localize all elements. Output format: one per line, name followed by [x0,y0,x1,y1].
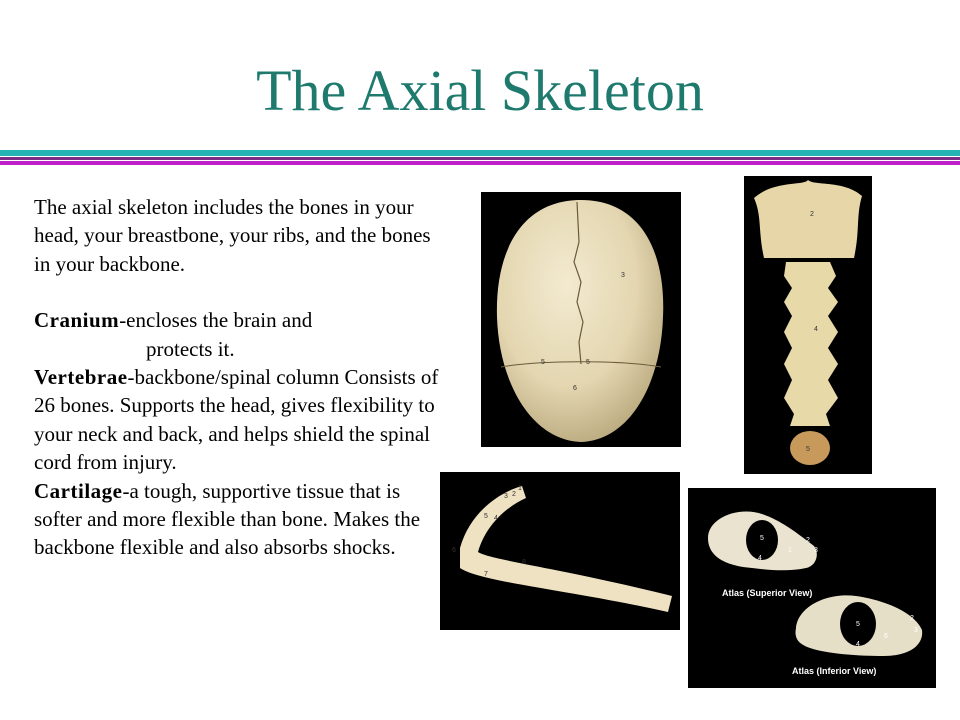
vertebrae-definition: -backbone/spinal column Consists of 26 bones. Supports the head, gives flexibility to your neck and back, and helps shield the spinal cord from injury. [34,365,439,475]
vertebrae-term: Vertebrae [34,365,128,390]
vertebrae-paragraph [34,363,444,477]
atlas-bottom-label-3: 6 [884,633,888,640]
sternum-label-2: 4 [814,326,818,333]
rib-label-4: 5 [484,513,488,520]
cartilage-term: Cartilage [34,478,123,503]
atlas-inferior-caption: Atlas (Inferior View) [792,666,877,676]
body-text [34,193,444,562]
skull-label-3: 5 [586,359,590,366]
cranium-definition: -encloses the brain and [119,308,313,333]
rib-label-8: 8 [522,559,526,566]
title-rule-magenta [0,161,960,165]
atlas-superior-caption: Atlas (Superior View) [722,588,813,598]
atlas-bottom-label-1: 5 [856,621,860,628]
rib-label-1: 1 [518,485,522,492]
atlas-bottom-label-2: 4 [856,641,860,648]
title-rule-teal [0,150,960,156]
slide-title: The Axial Skeleton [256,58,704,123]
atlas-top-label-2: 4 [758,555,762,562]
atlas-bottom-label-4: 2 [910,615,914,622]
rib-label-7: 7 [484,571,488,578]
cranium-term: Cranium [34,308,120,333]
atlas-bottom-label-5: 3 [914,627,918,634]
rib-label-5: 4 [494,515,498,522]
rib-label-2: 2 [512,491,516,498]
skull-label-2: 5 [541,359,545,366]
title-rule-purple [0,157,960,160]
sternum-photo [744,176,872,474]
atlas-top-label-3: 1 [788,547,792,554]
rib-label-3: 3 [504,493,508,500]
cartilage-paragraph [34,477,444,562]
cranium-definition-continued: protects it. [146,336,235,361]
sternum-label-3: 5 [806,446,810,453]
intro-paragraph: The axial skeleton includes the bones in your head, your breastbone, your ribs, and the bones in your backbone. [34,195,431,276]
rib-photo [440,472,680,630]
atlas-top-label-5: 3 [814,547,818,554]
atlas-top-label-1: 5 [760,535,764,542]
atlas-photo [688,488,936,688]
skull-photo [481,192,681,447]
skull-label-4: 6 [573,385,577,392]
atlas-top-label-4: 2 [806,537,810,544]
skull-label-1: 3 [621,272,625,279]
cranium-paragraph [34,306,444,334]
rib-label-6: 6 [452,547,456,554]
sternum-label-1: 2 [810,211,814,218]
cartilage-definition: -a tough, supportive tissue that is softer and more flexible than bone. Makes the backbone flexible and also absorbs shocks. [34,478,421,560]
